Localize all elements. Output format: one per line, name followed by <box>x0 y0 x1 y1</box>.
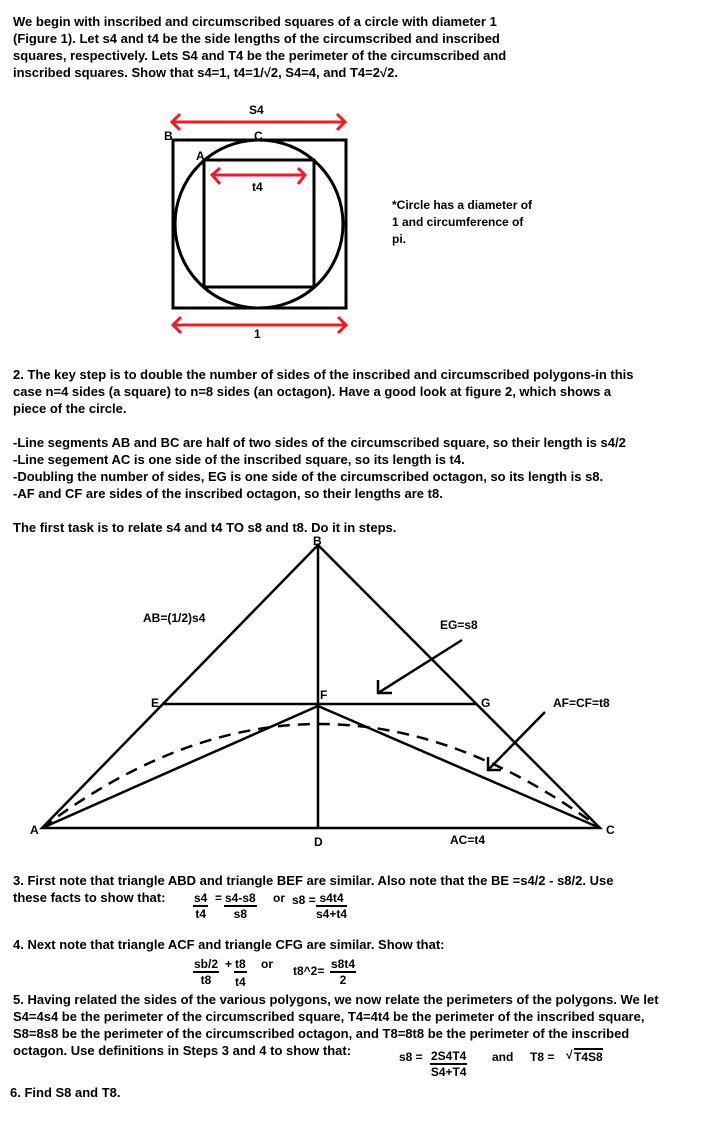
fraction <box>316 891 347 921</box>
text-line: these facts to show that: <box>13 890 166 905</box>
list-item: -Line segement AC is one side of the inscribed square, so its length is t4. <box>13 452 465 467</box>
text-line: octagon. Use definitions in Steps 3 and 4 to show that: <box>13 1043 352 1058</box>
afcf-label: AF=CF=t8 <box>553 696 610 710</box>
text-line: 2. The key step is to double the number of sides of the inscribed and circumscribed polygons-in this <box>13 367 634 382</box>
numerator: s4-s8 <box>225 891 256 905</box>
text-line: S8=8s8 be the perimeter of the circumscribed octagon, and T8=8t8 be the perimeter of the inscribed <box>13 1026 630 1041</box>
lhs: t8^2= <box>293 964 325 978</box>
text-line: inscribed squares. Show that s4=1, t4=1/√2, S4=4, and T4=2√2. <box>13 65 398 80</box>
text-line: squares, respectively. Lets S4 and T4 be the perimeter of the circumscribed and <box>13 48 507 63</box>
fraction <box>430 1049 467 1079</box>
step-2 <box>13 366 634 417</box>
circle <box>175 140 343 308</box>
step-6: 6. Find S8 and T8. <box>10 1085 121 1100</box>
text-line: *Circle has a diameter of <box>392 198 533 212</box>
plus: + <box>225 957 233 971</box>
or-text: or <box>261 957 273 971</box>
text-line: 5. Having related the sides of the various polygons, we now relate the perimeters of the polygons. We let <box>13 992 659 1007</box>
lhs: s8 = <box>399 1050 423 1064</box>
text-line: We begin with inscribed and circumscribed squares of a circle with diameter 1 <box>13 14 497 29</box>
radicand: T4S8 <box>574 1050 603 1064</box>
triangle-abc <box>42 545 600 828</box>
eg-label: EG=s8 <box>440 618 478 632</box>
circle-note <box>392 197 532 248</box>
denominator: S4+T4 <box>430 1065 467 1079</box>
fraction <box>224 891 257 921</box>
text-line: 1 and circumference of <box>392 215 524 229</box>
point-c: C <box>606 823 615 837</box>
denominator: 2 <box>339 973 347 987</box>
figure-1 <box>173 140 346 308</box>
text-line: 3. First note that triangle ABD and triangle BEF are similar. Also note that the BE =s4/2 - s8/2. Use <box>13 873 614 888</box>
diameter-label: 1 <box>254 327 261 341</box>
point-e: E <box>151 696 160 710</box>
step-4: 4. Next note that triangle ACF and triangle CFG are similar. Show that: <box>13 937 445 952</box>
text-line: pi. <box>392 232 406 246</box>
text-line: S4=4s4 be the perimeter of the circumscribed square, T4=4t4 be the perimeter of the inscribed square, <box>13 1009 645 1024</box>
point-b-label: B <box>164 129 173 143</box>
fraction <box>234 957 247 989</box>
red-arrows <box>172 114 346 333</box>
numerator: 2S4T4 <box>431 1049 467 1063</box>
denominator: t4 <box>235 975 246 989</box>
t8-lhs: T8 = <box>530 1050 555 1064</box>
equals: = <box>215 891 223 905</box>
numerator: s4 <box>194 891 208 905</box>
task-text: The first task is to relate s4 and t4 TO s8 and t8. Do it in steps. <box>13 520 397 535</box>
numerator: sb/2 <box>194 957 219 971</box>
point-d: D <box>314 835 323 849</box>
and-text: and <box>492 1050 514 1064</box>
figure-2 <box>42 545 600 828</box>
denominator: t8 <box>200 973 212 987</box>
lhs: s8 = <box>292 893 316 907</box>
sqrt-icon: √ <box>566 1048 573 1062</box>
fraction <box>330 957 356 987</box>
step-5 <box>13 991 659 1059</box>
numerator: s8t4 <box>331 957 356 971</box>
point-a-label: A <box>196 149 205 163</box>
denominator: t4 <box>195 907 207 921</box>
numerator: t8 <box>235 957 246 971</box>
bullet-list <box>13 434 626 502</box>
point-c-label: C <box>254 129 263 143</box>
point-a: A <box>30 823 39 837</box>
afcf-pointer-arrow <box>488 712 545 770</box>
ab-label: AB=(1/2)s4 <box>143 611 206 625</box>
list-item: -Doubling the number of sides, EG is one side of the circumscribed octagon, so its length is s8. <box>13 469 604 484</box>
denominator: s8 <box>233 907 248 921</box>
point-g: G <box>481 696 491 710</box>
list-item: -AF and CF are sides of the inscribed octagon, so their lengths are t8. <box>13 486 443 501</box>
fraction <box>193 957 219 987</box>
numerator: s4t4 <box>316 891 347 907</box>
text-line: piece of the circle. <box>13 401 127 416</box>
denominator: s4+t4 <box>316 907 348 921</box>
t4-label: t4 <box>252 180 263 194</box>
fraction <box>193 891 208 921</box>
or-text: or <box>273 891 285 905</box>
list-item: -Line segments AB and BC are half of two sides of the circumscribed square, so their length is s4/2 <box>13 435 626 450</box>
point-f: F <box>320 688 328 702</box>
text-line: (Figure 1). Let s4 and t4 be the side lengths of the circumscribed and inscribed <box>13 31 500 46</box>
ac-label: AC=t4 <box>450 833 486 847</box>
s4-label: S4 <box>249 103 264 117</box>
point-b: B <box>313 534 322 548</box>
text-line: case n=4 sides (a square) to n=8 sides (an octagon). Have a good look at figure 2, which shows a <box>13 384 612 399</box>
